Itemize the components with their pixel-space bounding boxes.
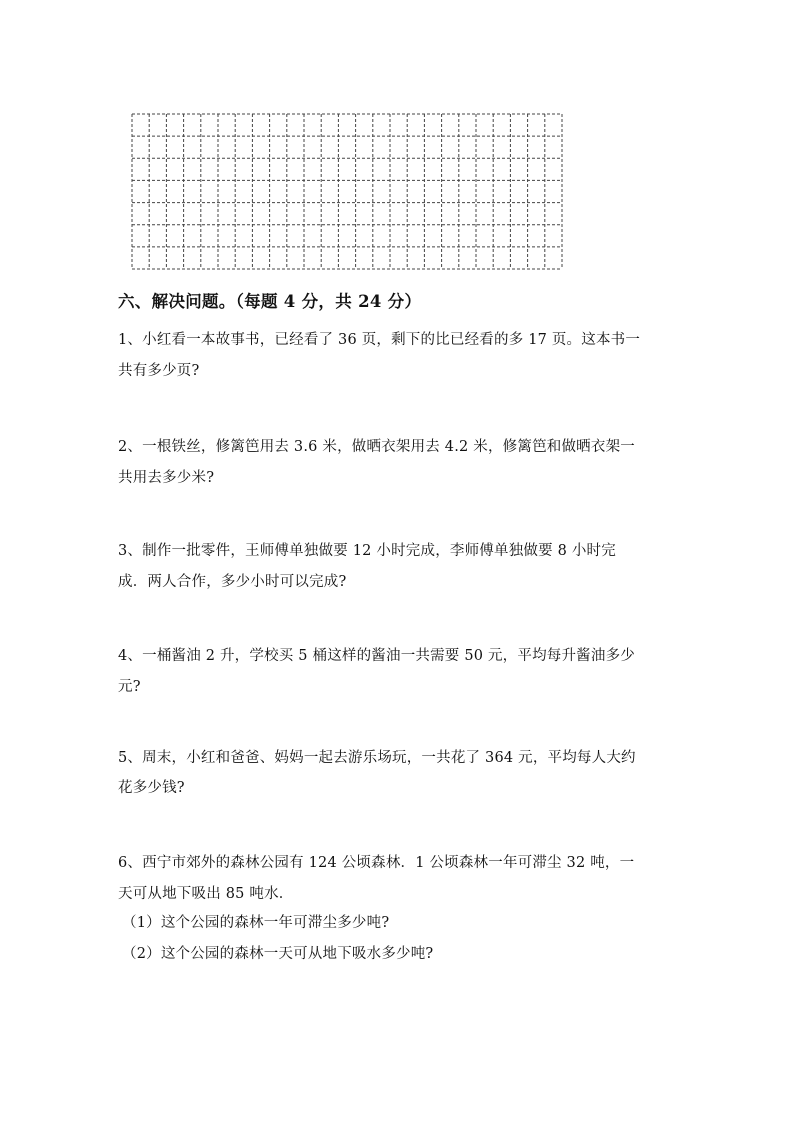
problem-1-line-1: 1、小红看一本故事书，已经看了 36 页，剩下的比已经看的多 17 页。这本书一 bbox=[118, 332, 641, 348]
problem-4-line-1: 4、一桶酱油 2 升，学校买 5 桶这样的酱油一共需要 50 元，平均每升酱油多少 bbox=[118, 648, 635, 664]
problem-2-line-1: 2、一根铁丝，修篱笆用去 3.6 米，做晒衣架用去 4.2 米，修篱笆和做晒衣架一 bbox=[118, 439, 635, 455]
problem-4-line-2: 元? bbox=[118, 679, 141, 695]
problem-5-line-1: 5、周末，小红和爸爸、妈妈一起去游乐场玩，一共花了 364 元，平均每人大约 bbox=[118, 750, 636, 766]
problem-1-line-2: 共有多少页? bbox=[118, 363, 200, 379]
problem-6-line-2: 天可从地下吸出 85 吨水． bbox=[118, 886, 294, 902]
problem-5-line-2: 花多少钱? bbox=[118, 780, 185, 796]
section-title: 六、解决问题。（每题 4 分，共 24 分） bbox=[118, 292, 422, 311]
answer-grid-lines bbox=[131, 113, 563, 270]
answer-grid bbox=[131, 113, 561, 268]
problem-6-line-1: 6、西宁市郊外的森林公园有 124 公顷森林．1 公顷森林一年可滞尘 32 吨，一 bbox=[118, 855, 635, 871]
problem-2-line-2: 共用去多少米? bbox=[118, 470, 215, 486]
problem-3-line-2: 成．两人合作，多少小时可以完成? bbox=[118, 574, 347, 590]
problem-6-subquestion-2: （2）这个公园的森林一天可从地下吸水多少吨? bbox=[122, 946, 434, 962]
problem-6-subquestion-1: （1）这个公园的森林一年可滞尘多少吨? bbox=[122, 915, 390, 931]
problem-3-line-1: 3、制作一批零件，王师傅单独做要 12 小时完成，李师傅单独做要 8 小时完 bbox=[118, 543, 616, 559]
